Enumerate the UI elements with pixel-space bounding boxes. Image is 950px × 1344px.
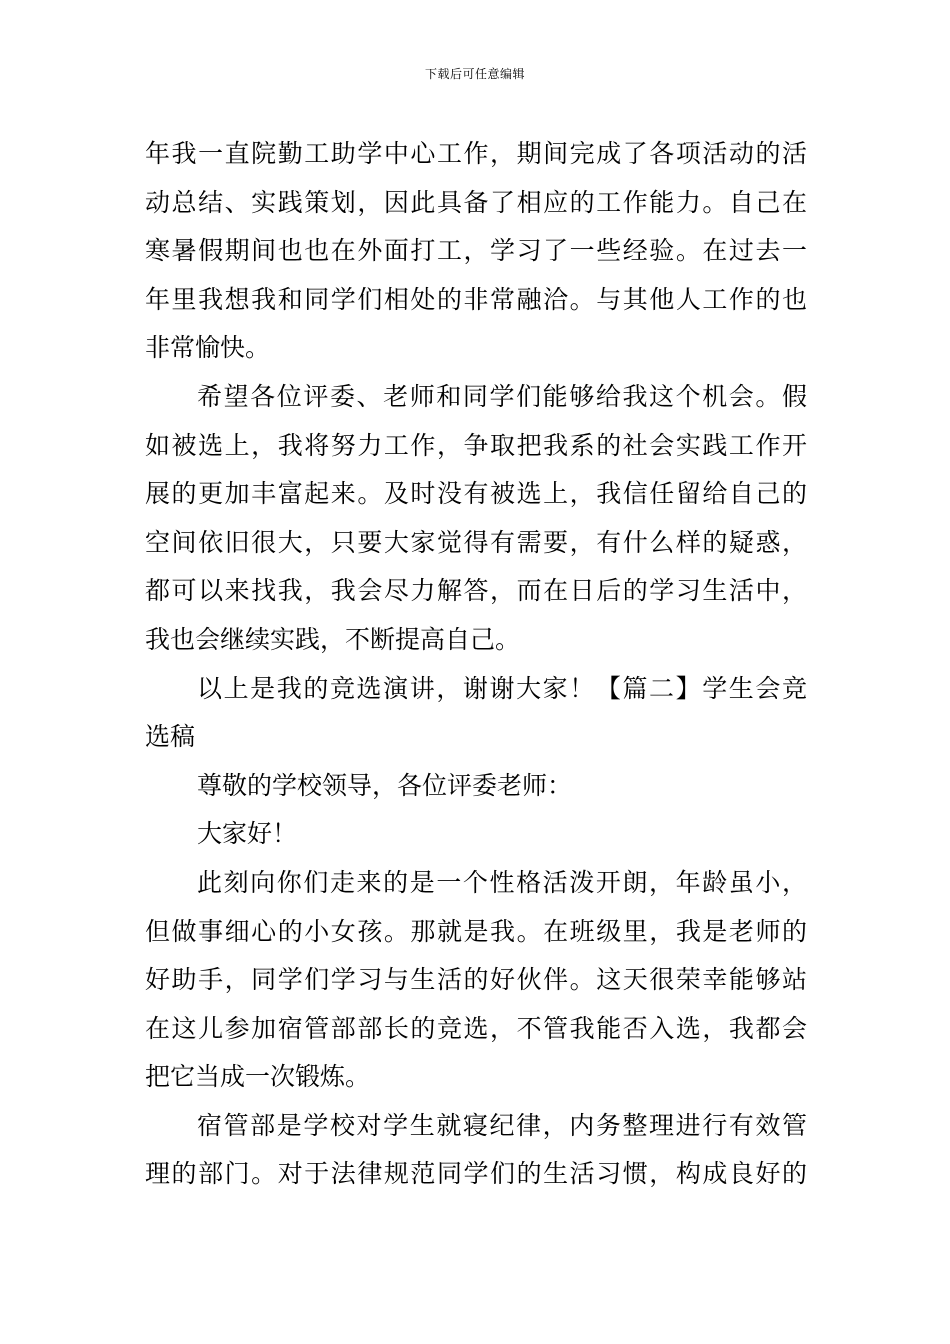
text-line: 希望各位评委、老师和同学们能够给我这个机会。假 <box>197 381 807 411</box>
text-line: 年里我想我和同学们相处的非常融洽。与其他人工作的也 <box>145 284 807 314</box>
document-body <box>145 130 807 1199</box>
text-line: 寒暑假期间也也在外面打工，学习了一些经验。在过去一 <box>145 236 807 266</box>
text-line: 此刻向你们走来的是一个性格活泼开朗，年龄虽小， <box>197 867 807 897</box>
page-header: 下载后可任意编辑 <box>424 67 525 81</box>
text-line: 如被选上，我将努力工作，争取把我系的社会实践工作开 <box>145 430 807 460</box>
text-line: 大家好！ <box>197 819 298 849</box>
text-line: 把它当成一次锻炼。 <box>145 1062 371 1092</box>
text-line: 但做事细心的小女孩。那就是我。在班级里，我是老师的 <box>145 916 807 946</box>
text-line: 选稿 <box>145 722 196 752</box>
text-line: 以上是我的竞选演讲，谢谢大家！【篇二】学生会竞 <box>197 673 807 703</box>
text-line: 宿管部是学校对学生就寝纪律，内务整理进行有效管 <box>197 1110 807 1140</box>
text-line: 我也会继续实践，不断提高自己。 <box>145 624 521 654</box>
text-line: 尊敬的学校领导，各位评委老师： <box>197 770 573 800</box>
text-line: 在这儿参加宿管部部长的竞选，不管我能否入选，我都会 <box>145 1013 807 1043</box>
text-line: 都可以来找我，我会尽力解答，而在日后的学习生活中， <box>145 576 807 606</box>
text-line: 动总结、实践策划，因此具备了相应的工作能力。自己在 <box>145 187 807 217</box>
text-line: 年我一直院勤工助学中心工作，期间完成了各项活动的活 <box>145 139 807 168</box>
text-line: 展的更加丰富起来。及时没有被选上，我信任留给自己的 <box>145 479 807 509</box>
text-line: 空间依旧很大，只要大家觉得有需要，有什么样的疑惑， <box>145 527 807 557</box>
text-line: 非常愉快。 <box>145 333 271 363</box>
text-line: 理的部门。对于法律规范同学们的生活习惯，构成良好的 <box>145 1159 807 1189</box>
text-line: 好助手，同学们学习与生活的好伙伴。这天很荣幸能够站 <box>145 965 807 995</box>
